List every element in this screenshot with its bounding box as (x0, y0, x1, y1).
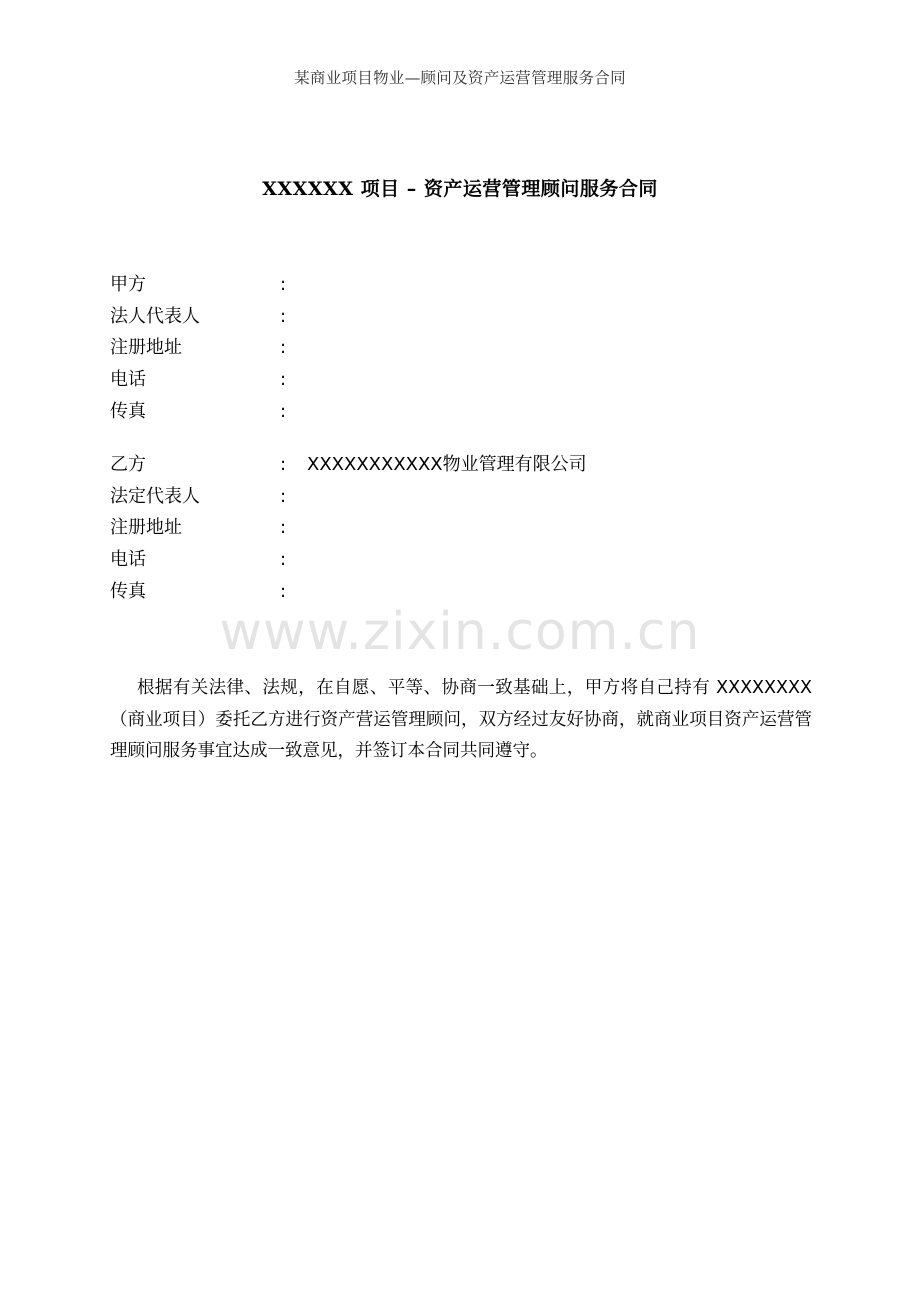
field-colon: : (280, 337, 287, 359)
field-label: 电话 (110, 549, 146, 571)
field-label: 电话 (110, 369, 146, 391)
field-label: 法人代表人 (110, 305, 200, 327)
party-a-row-phone (110, 364, 810, 396)
field-colon: : (280, 485, 287, 507)
field-label: 乙方 (110, 454, 146, 475)
field-colon: : (280, 580, 287, 602)
field-colon: : (280, 517, 287, 539)
field-label: 传真 (110, 580, 146, 602)
party-b-row-address (110, 512, 810, 544)
field-label: 法定代表人 (110, 485, 200, 507)
running-header: 某商业项目物业—顾问及资产运营管理服务合同 (294, 69, 626, 87)
party-b-row-legal-rep (110, 481, 810, 513)
field-label: 注册地址 (110, 337, 182, 359)
field-colon: : (280, 454, 287, 475)
party-b-info (110, 449, 810, 607)
field-colon: : (280, 305, 287, 327)
party-a-row-address (110, 332, 810, 364)
field-value: XXXXXXXXXXX物业管理有限公司 (307, 454, 587, 475)
party-a-row-name (110, 269, 810, 301)
field-label: 传真 (110, 400, 146, 422)
party-a-row-fax (110, 396, 810, 428)
watermark: www.zixin.com.cn (219, 602, 701, 662)
party-b-row-phone (110, 544, 810, 576)
party-b-row-name (110, 449, 810, 481)
party-a-info (110, 269, 810, 427)
field-colon: : (280, 369, 287, 391)
field-colon: : (280, 549, 287, 571)
field-colon: : (280, 274, 287, 295)
document-title: XXXXXX 项目 – 资产运营管理顾问服务合同 (262, 178, 658, 200)
field-colon: : (280, 400, 287, 422)
field-label: 甲方 (110, 274, 146, 295)
field-label: 注册地址 (110, 517, 182, 539)
intro-paragraph: 根据有关法律、法规，在自愿、平等、协商一致基础上，甲方将自己持有 XXXXXXXX（商业项目）委托乙方进行资产营运管理顾问，双方经过友好协商，就商业项目资产运营管理顾问服务事宜达成一致意见，并签订本合同共同遵守。 (110, 678, 812, 761)
party-a-row-legal-rep (110, 301, 810, 333)
